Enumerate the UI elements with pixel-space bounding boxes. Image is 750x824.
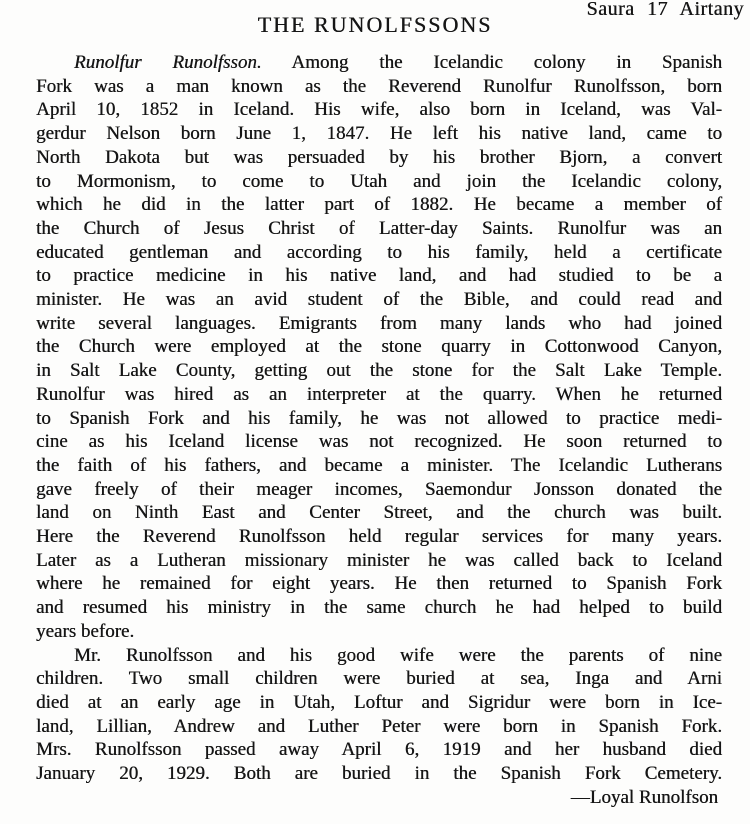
text-line: North Dakota but was persuaded by his brother Bjorn, a convert xyxy=(36,146,722,168)
text-line: and resumed his ministry in the same church he had helped to build xyxy=(36,597,722,619)
text-line: land on Ninth East and Center Street, and the church was built. xyxy=(36,502,722,524)
page-title: THE RUNOLFSSONS xyxy=(257,12,493,37)
text-line: children. Two small children were buried at sea, Inga and Arni xyxy=(36,668,722,690)
italic-lead: Runolfur Runolfsson. xyxy=(74,52,262,73)
text-line: Runolfur was hired as an interpreter at the quarry. When he returned xyxy=(36,383,722,405)
text-line: gerdur Nelson born June 1, 1847. He left his native land, came to xyxy=(36,123,722,145)
page-header-fragment-text: Saura 17 Airtany xyxy=(586,0,744,20)
text-line: Fork was a man known as the Reverend Runolfur Runolfsson, born xyxy=(36,75,722,97)
text-line: April 10, 1852 in Iceland. His wife, also born in Iceland, was Val- xyxy=(36,99,722,121)
text-line: in Salt Lake County, getting out the stone for the Salt Lake Temple. xyxy=(36,360,722,382)
text-line: the Church of Jesus Christ of Latter-day Saints. Runolfur was an xyxy=(36,217,722,239)
text-line: Mrs. Runolfsson passed away April 6, 1919 and her husband died xyxy=(36,739,722,761)
text-line: Here the Reverend Runolfsson held regular services for many years. xyxy=(36,526,722,548)
text-line: gave freely of their meager incomes, Saemondur Jonsson donated the xyxy=(36,478,722,500)
text-line: to Mormonism, to come to Utah and join the Icelandic colony, xyxy=(36,170,722,192)
text-line: years before. xyxy=(36,620,135,642)
text-line: January 20, 1929. Both are buried in the Spanish Fork Cemetery. xyxy=(36,763,722,785)
text-line: where he remained for eight years. He then returned to Spanish Fork xyxy=(36,573,722,595)
signature-line: —Loyal Runolfson xyxy=(570,786,718,808)
text-line: educated gentleman and according to his family, held a certificate xyxy=(36,241,722,263)
text-line: the faith of his fathers, and became a minister. The Icelandic Lutherans xyxy=(36,454,722,476)
text-line: to practice medicine in his native land, and had studied to be a xyxy=(36,265,722,287)
text-line: minister. He was an avid student of the Bible, and could read and xyxy=(36,289,722,311)
text-line xyxy=(36,51,722,75)
text-segment: Among the Icelandic colony in Spanish xyxy=(291,52,722,73)
text-line: died at an early age in Utah, Loftur and Sigridur were born in Ice- xyxy=(36,691,722,713)
text-line: Mr. Runolfsson and his good wife were the parents of nine xyxy=(74,644,722,666)
text-line: write several languages. Emigrants from many lands who had joined xyxy=(36,312,722,334)
text-line: which he did in the latter part of 1882. He became a member of xyxy=(36,194,722,216)
page-header-fragment xyxy=(586,0,744,22)
text-line: the Church were employed at the stone quarry in Cottonwood Canyon, xyxy=(36,336,722,358)
text-line: cine as his Iceland license was not recognized. He soon returned to xyxy=(36,431,722,453)
body-text xyxy=(36,51,722,810)
text-line: to Spanish Fork and his family, he was not allowed to practice medi- xyxy=(36,407,722,429)
text-line: land, Lillian, Andrew and Luther Peter were born in Spanish Fork. xyxy=(36,715,722,737)
text-line: Later as a Lutheran missionary minister he was called back to Iceland xyxy=(36,549,722,571)
